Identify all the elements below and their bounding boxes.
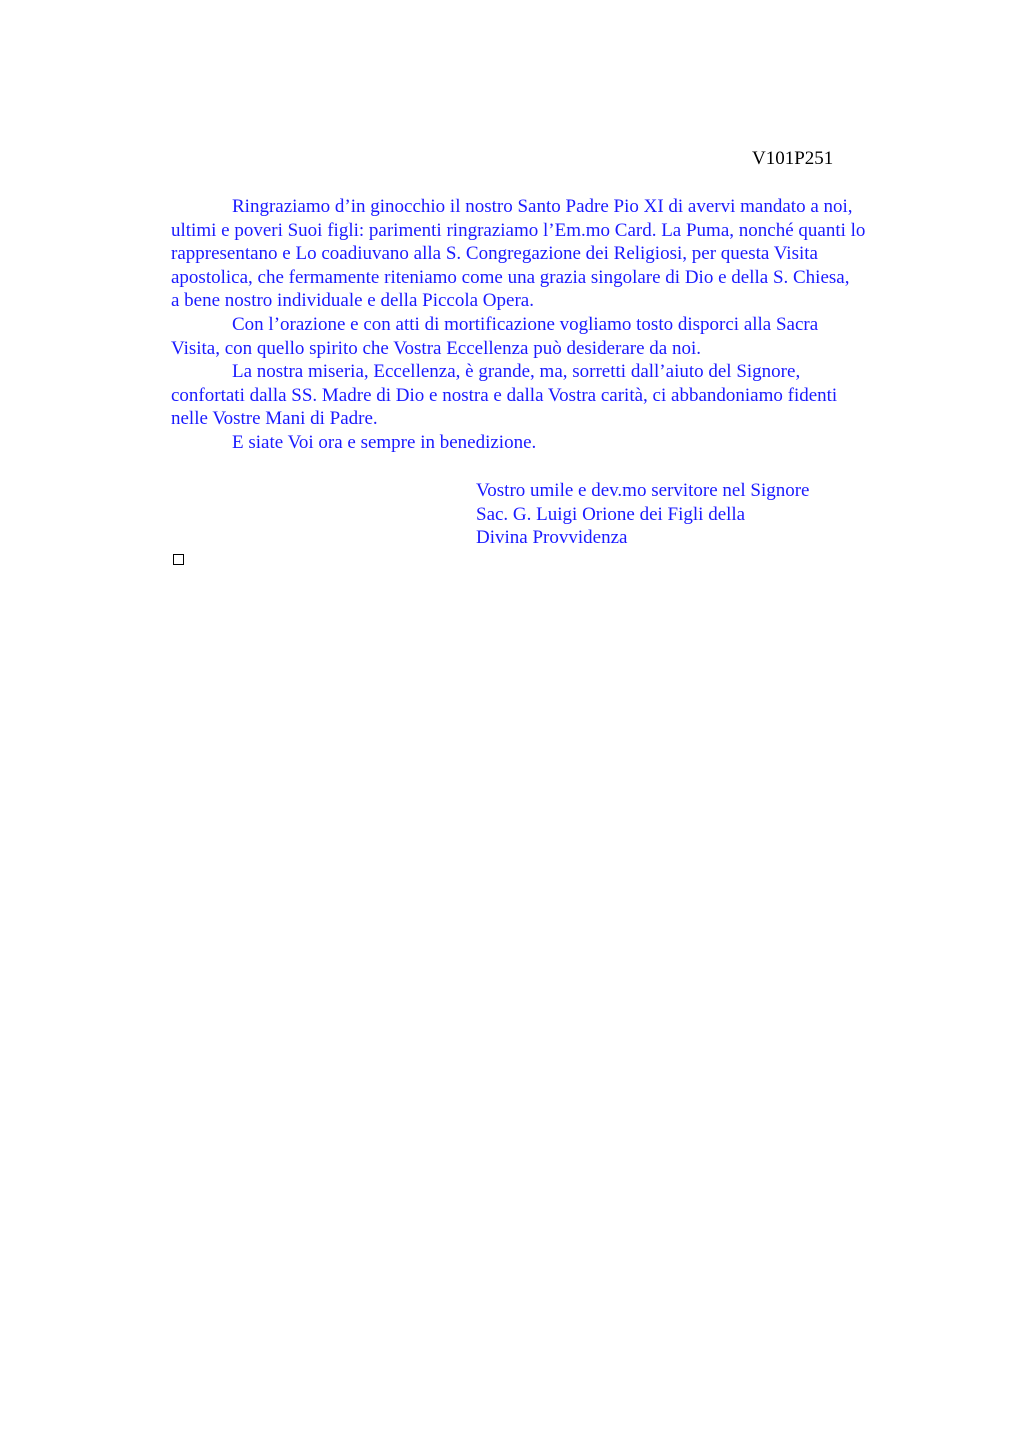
letter-body (171, 195, 941, 455)
paragraph-4 (171, 431, 941, 455)
paragraph-line: confortati dalla SS. Madre di Dio e nostra e dalla Vostra carità, ci abbandoniamo fidenti (171, 384, 838, 406)
closing-line: Divina Provvidenza (476, 527, 628, 549)
paragraph-2 (171, 313, 941, 360)
paragraph-line: La nostra miseria, Eccellenza, è grande, ma, sorretti dall’aiuto del Signore, (232, 361, 801, 383)
paragraph-line: rappresentano e Lo coadiuvano alla S. Congregazione dei Religiosi, per questa Visita (171, 243, 818, 265)
paragraph-1 (171, 195, 941, 313)
signature-closing (476, 479, 810, 550)
end-mark-box-icon (173, 554, 184, 565)
page-code: V101P251 (752, 148, 834, 169)
paragraph-line: Ringraziamo d’in ginocchio il nostro Santo Padre Pio XI di avervi mandato a noi, (232, 196, 853, 217)
paragraph-3 (171, 360, 941, 431)
paragraph-line: ultimi e poveri Suoi figli: parimenti ringraziamo l’Em.mo Card. La Puma, nonché quanti lo (171, 219, 866, 241)
paragraph-line: nelle Vostre Mani di Padre. (171, 408, 378, 430)
paragraph-line: E siate Voi ora e sempre in benedizione. (232, 431, 537, 453)
paragraph-line: Visita, con quello spirito che Vostra Eccellenza può desiderare da noi. (171, 337, 701, 359)
paragraph-line: apostolica, che fermamente riteniamo come una grazia singolare di Dio e della S. Chiesa, (171, 266, 850, 288)
paragraph-line: Con l’orazione e con atti di mortificazione vogliamo tosto disporci alla Sacra (232, 313, 819, 335)
paragraph-line: a bene nostro individuale e della Piccola Opera. (171, 290, 534, 312)
closing-line: Sac. G. Luigi Orione dei Figli della (476, 503, 746, 525)
closing-line: Vostro umile e dev.mo servitore nel Signore (476, 480, 810, 501)
